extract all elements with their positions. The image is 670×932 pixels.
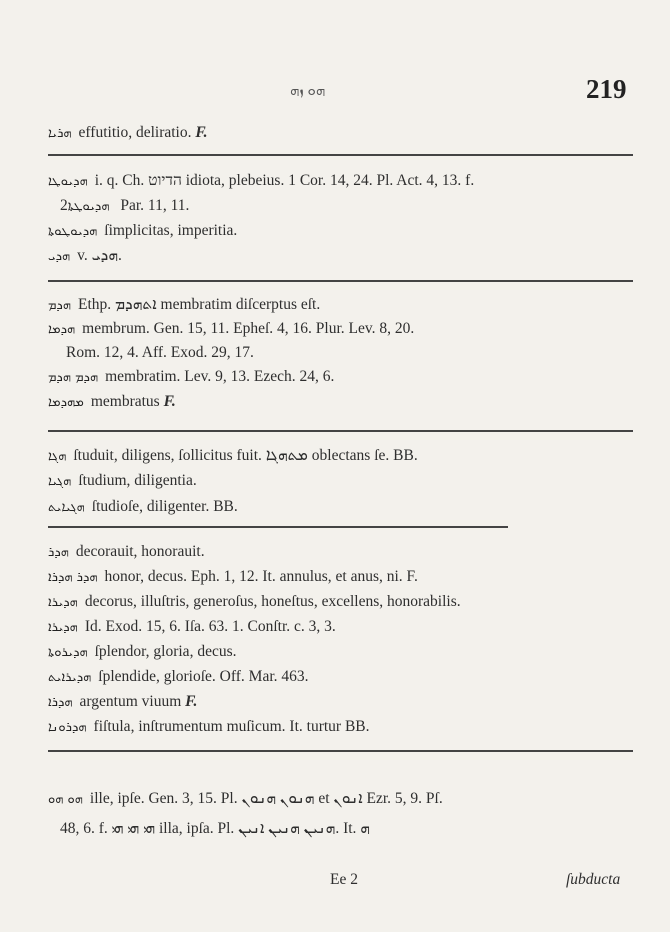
entry-line: ܗܘ ܗܘ ille, ipſe. Gen. 3, 15. Pl. ܗܢܘܢ ܗܢܘܢ et ܐܢܘܢ Ezr. 5, 9. Pſ. [48, 790, 443, 807]
entry-line: ܗܕܪ ܗܕܪܐ honor, decus. Eph. 1, 12. It. annulus, et anus, ni. F. [48, 568, 418, 585]
section-rule [48, 526, 508, 528]
entry-line: ܗܕܪ decorauit, honorauit. [48, 543, 205, 560]
entry-line: ܗܕܝܪܐܝܬ ſplendide, glorioſe. Off. Mar. 463. [48, 668, 309, 685]
entry-line: ܗܓܝܐ ſtudium, diligentia. [48, 472, 197, 489]
running-head: ܗܘ ܙܗ [290, 83, 326, 99]
entry-line: ܗܕܝܪܐ decorus, illuſtris, generoſus, honeſtus, excellens, honorabilis. [48, 593, 461, 610]
section-rule [48, 154, 633, 156]
section-rule [48, 430, 633, 432]
entry-line: ܗܓܝܐܝܬ ſtudioſe, diligenter. BB. [48, 498, 238, 515]
section-rule [48, 280, 633, 282]
page-number: 219 [586, 74, 627, 104]
entry-line: ܗܕܡܐ membrum. Gen. 15, 11. Epheſ. 4, 16. Plur. Lev. 8, 20. [48, 320, 415, 337]
entry-line: ܗܕܝܘܛܘܬܐ ſimplicitas, imperitia. [48, 222, 238, 239]
entry-line: ܗܕܪܘܢܐ fiſtula, inſtrumentum muſicum. It. turtur BB. [48, 718, 370, 735]
signature-mark: Ee 2 [330, 871, 358, 888]
entry-line: ܗܕܝܘܛܬܐ2 Par. 11, 11. [60, 197, 190, 214]
entry-line: 48, 6. f. ܗܝ ܗܝ ܗܝ illa, ipſa. Pl. ܗܢܝܢ ܗܢܝܢ ܐܢܝܢ. It. ܗ [60, 820, 370, 837]
entry-line: ܗܕܝܪܐ Id. Exod. 15, 6. Iſa. 63. 1. Conſtr. c. 3, 3. [48, 618, 336, 635]
entry-line: ܗܕܝܘܛܐ i. q. Ch. הדיוט idiota, plebeius. 1 Cor. 14, 24. Pl. Act. 4, 13. f. [48, 172, 475, 189]
catchword: ſubducta [566, 871, 621, 888]
entry-line: ܗܕܡ ܗܕܡ membratim. Lev. 9, 13. Ezech. 24, 6. [48, 368, 335, 385]
section-rule [48, 750, 633, 752]
entry-line: ܗܪܝܐ effutitio, deliratio. F. [48, 124, 208, 141]
entry-line: Rom. 12, 4. Aff. Exod. 29, 17. [66, 344, 254, 361]
entry-line: ܗܓܐ ſtuduit, diligens, ſollicitus fuit. ܡܬܗܓܐ oblectans ſe. BB. [48, 447, 418, 464]
entry-line: ܗܕܪܐ argentum viuum F. [48, 693, 198, 710]
entry-line: ܗܕܝܪܘܬܐ ſplendor, gloria, decus. [48, 643, 237, 660]
entry-line: ܗܕܡ Ethp. ܐܬܗܕܡ membratim diſcerptus eſt. [48, 296, 321, 313]
entry-line: ܡܗܕܡܐ membratus F. [48, 393, 176, 410]
entry-line: ܗܕܝ v. ܗܕܝ. [48, 247, 122, 264]
